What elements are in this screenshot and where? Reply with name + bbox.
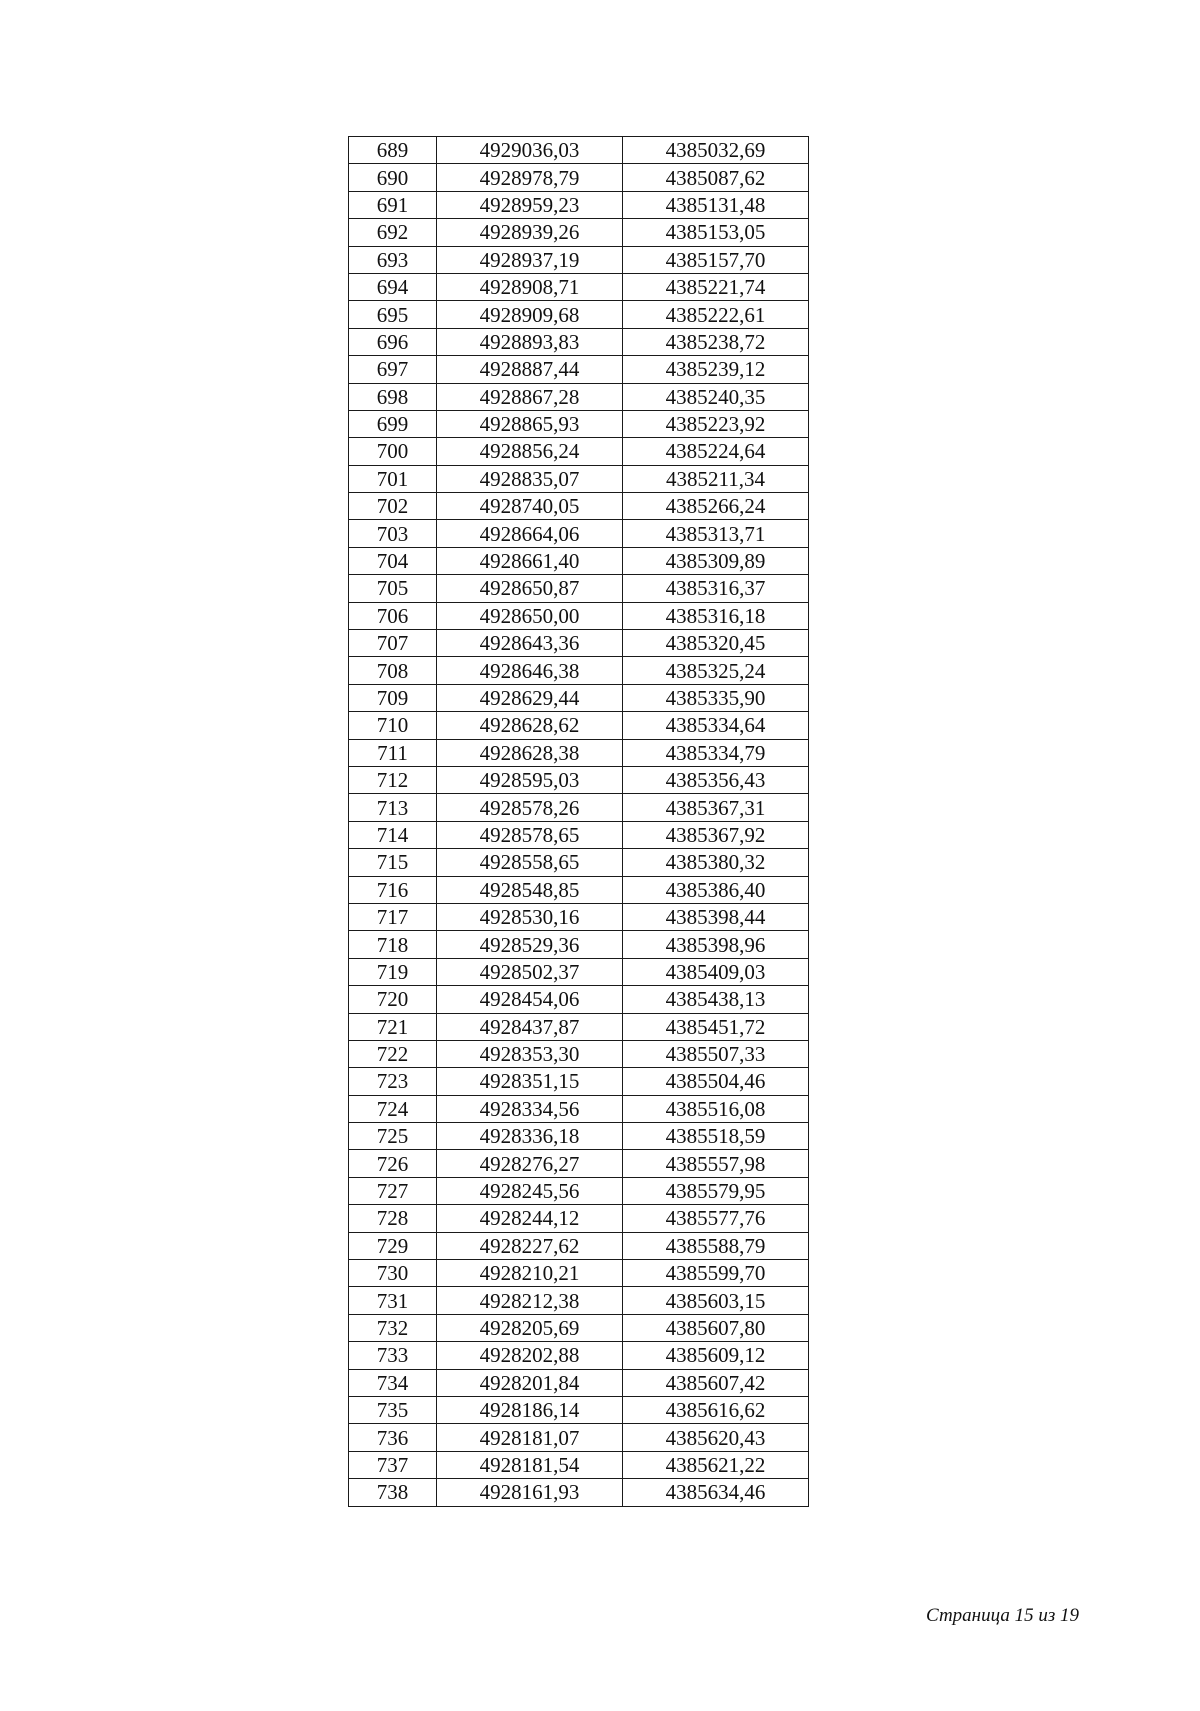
point-number-cell: 730 [349, 1260, 437, 1287]
x-coordinate-cell: 4928161,93 [437, 1479, 623, 1506]
point-number-cell: 692 [349, 219, 437, 246]
y-coordinate-cell: 4385609,12 [623, 1342, 809, 1369]
x-coordinate-cell: 4928628,62 [437, 712, 623, 739]
point-number-cell: 716 [349, 876, 437, 903]
table-row [349, 739, 809, 766]
x-coordinate-cell: 4928909,68 [437, 301, 623, 328]
table-row [349, 575, 809, 602]
y-coordinate-cell: 4385211,34 [623, 465, 809, 492]
x-coordinate-cell: 4928578,65 [437, 821, 623, 848]
x-coordinate-cell: 4928181,54 [437, 1451, 623, 1478]
x-coordinate-cell: 4928629,44 [437, 684, 623, 711]
table-row [349, 986, 809, 1013]
table-row [349, 1424, 809, 1451]
point-number-cell: 723 [349, 1068, 437, 1095]
y-coordinate-cell: 4385367,31 [623, 794, 809, 821]
x-coordinate-cell: 4928835,07 [437, 465, 623, 492]
table-row [349, 1479, 809, 1506]
y-coordinate-cell: 4385579,95 [623, 1177, 809, 1204]
point-number-cell: 720 [349, 986, 437, 1013]
table-row [349, 520, 809, 547]
point-number-cell: 722 [349, 1040, 437, 1067]
point-number-cell: 708 [349, 657, 437, 684]
x-coordinate-cell: 4928650,87 [437, 575, 623, 602]
table-row [349, 1342, 809, 1369]
point-number-cell: 717 [349, 903, 437, 930]
point-number-cell: 721 [349, 1013, 437, 1040]
table-row [349, 630, 809, 657]
y-coordinate-cell: 4385131,48 [623, 191, 809, 218]
x-coordinate-cell: 4928212,38 [437, 1287, 623, 1314]
x-coordinate-cell: 4928276,27 [437, 1150, 623, 1177]
point-number-cell: 712 [349, 766, 437, 793]
y-coordinate-cell: 4385309,89 [623, 547, 809, 574]
y-coordinate-cell: 4385334,79 [623, 739, 809, 766]
y-coordinate-cell: 4385504,46 [623, 1068, 809, 1095]
point-number-cell: 689 [349, 137, 437, 164]
x-coordinate-cell: 4928529,36 [437, 931, 623, 958]
x-coordinate-cell: 4928908,71 [437, 273, 623, 300]
x-coordinate-cell: 4928937,19 [437, 246, 623, 273]
x-coordinate-cell: 4928628,38 [437, 739, 623, 766]
x-coordinate-cell: 4928893,83 [437, 328, 623, 355]
point-number-cell: 719 [349, 958, 437, 985]
x-coordinate-cell: 4928978,79 [437, 164, 623, 191]
x-coordinate-cell: 4928336,18 [437, 1123, 623, 1150]
y-coordinate-cell: 4385240,35 [623, 383, 809, 410]
x-coordinate-cell: 4928959,23 [437, 191, 623, 218]
y-coordinate-cell: 4385409,03 [623, 958, 809, 985]
y-coordinate-cell: 4385239,12 [623, 356, 809, 383]
point-number-cell: 709 [349, 684, 437, 711]
x-coordinate-cell: 4928664,06 [437, 520, 623, 547]
table-row [349, 191, 809, 218]
table-row [349, 903, 809, 930]
y-coordinate-cell: 4385325,24 [623, 657, 809, 684]
coordinates-table [348, 136, 809, 1507]
y-coordinate-cell: 4385224,64 [623, 438, 809, 465]
table-row [349, 1013, 809, 1040]
point-number-cell: 732 [349, 1314, 437, 1341]
x-coordinate-cell: 4928740,05 [437, 493, 623, 520]
point-number-cell: 703 [349, 520, 437, 547]
y-coordinate-cell: 4385367,92 [623, 821, 809, 848]
coordinates-table-body [349, 137, 809, 1507]
x-coordinate-cell: 4928210,21 [437, 1260, 623, 1287]
y-coordinate-cell: 4385386,40 [623, 876, 809, 903]
point-number-cell: 724 [349, 1095, 437, 1122]
point-number-cell: 704 [349, 547, 437, 574]
y-coordinate-cell: 4385032,69 [623, 137, 809, 164]
point-number-cell: 693 [349, 246, 437, 273]
x-coordinate-cell: 4928558,65 [437, 849, 623, 876]
x-coordinate-cell: 4928856,24 [437, 438, 623, 465]
table-row [349, 410, 809, 437]
x-coordinate-cell: 4928939,26 [437, 219, 623, 246]
table-row [349, 1287, 809, 1314]
y-coordinate-cell: 4385238,72 [623, 328, 809, 355]
x-coordinate-cell: 4928454,06 [437, 986, 623, 1013]
point-number-cell: 701 [349, 465, 437, 492]
table-row [349, 1123, 809, 1150]
x-coordinate-cell: 4928867,28 [437, 383, 623, 410]
x-coordinate-cell: 4928502,37 [437, 958, 623, 985]
table-row [349, 876, 809, 903]
x-coordinate-cell: 4928353,30 [437, 1040, 623, 1067]
table-row [349, 602, 809, 629]
table-row [349, 1369, 809, 1396]
table-row [349, 301, 809, 328]
y-coordinate-cell: 4385398,96 [623, 931, 809, 958]
point-number-cell: 734 [349, 1369, 437, 1396]
x-coordinate-cell: 4928205,69 [437, 1314, 623, 1341]
point-number-cell: 718 [349, 931, 437, 958]
y-coordinate-cell: 4385222,61 [623, 301, 809, 328]
y-coordinate-cell: 4385603,15 [623, 1287, 809, 1314]
point-number-cell: 727 [349, 1177, 437, 1204]
table-row [349, 684, 809, 711]
point-number-cell: 733 [349, 1342, 437, 1369]
point-number-cell: 711 [349, 739, 437, 766]
table-row [349, 547, 809, 574]
x-coordinate-cell: 4928661,40 [437, 547, 623, 574]
y-coordinate-cell: 4385607,42 [623, 1369, 809, 1396]
y-coordinate-cell: 4385313,71 [623, 520, 809, 547]
point-number-cell: 698 [349, 383, 437, 410]
table-row [349, 1095, 809, 1122]
table-row [349, 794, 809, 821]
point-number-cell: 697 [349, 356, 437, 383]
x-coordinate-cell: 4928437,87 [437, 1013, 623, 1040]
point-number-cell: 705 [349, 575, 437, 602]
point-number-cell: 725 [349, 1123, 437, 1150]
x-coordinate-cell: 4928530,16 [437, 903, 623, 930]
page-number: Страница 15 из 19 [926, 1605, 1079, 1626]
point-number-cell: 702 [349, 493, 437, 520]
x-coordinate-cell: 4928650,00 [437, 602, 623, 629]
y-coordinate-cell: 4385621,22 [623, 1451, 809, 1478]
point-number-cell: 700 [349, 438, 437, 465]
y-coordinate-cell: 4385607,80 [623, 1314, 809, 1341]
y-coordinate-cell: 4385616,62 [623, 1396, 809, 1423]
point-number-cell: 737 [349, 1451, 437, 1478]
point-number-cell: 696 [349, 328, 437, 355]
table-row [349, 657, 809, 684]
x-coordinate-cell: 4928595,03 [437, 766, 623, 793]
y-coordinate-cell: 4385223,92 [623, 410, 809, 437]
y-coordinate-cell: 4385451,72 [623, 1013, 809, 1040]
table-row [349, 1040, 809, 1067]
table-row [349, 273, 809, 300]
table-row [349, 438, 809, 465]
table-row [349, 1260, 809, 1287]
y-coordinate-cell: 4385380,32 [623, 849, 809, 876]
x-coordinate-cell: 4928227,62 [437, 1232, 623, 1259]
x-coordinate-cell: 4928202,88 [437, 1342, 623, 1369]
table-row [349, 1205, 809, 1232]
x-coordinate-cell: 4928887,44 [437, 356, 623, 383]
point-number-cell: 726 [349, 1150, 437, 1177]
y-coordinate-cell: 4385398,44 [623, 903, 809, 930]
y-coordinate-cell: 4385518,59 [623, 1123, 809, 1150]
y-coordinate-cell: 4385087,62 [623, 164, 809, 191]
point-number-cell: 694 [349, 273, 437, 300]
y-coordinate-cell: 4385356,43 [623, 766, 809, 793]
table-row [349, 1451, 809, 1478]
table-row [349, 1396, 809, 1423]
x-coordinate-cell: 4928186,14 [437, 1396, 623, 1423]
point-number-cell: 738 [349, 1479, 437, 1506]
y-coordinate-cell: 4385588,79 [623, 1232, 809, 1259]
table-row [349, 1232, 809, 1259]
table-row [349, 164, 809, 191]
y-coordinate-cell: 4385266,24 [623, 493, 809, 520]
table-row [349, 356, 809, 383]
table-row [349, 1177, 809, 1204]
y-coordinate-cell: 4385516,08 [623, 1095, 809, 1122]
point-number-cell: 710 [349, 712, 437, 739]
y-coordinate-cell: 4385438,13 [623, 986, 809, 1013]
point-number-cell: 699 [349, 410, 437, 437]
point-number-cell: 729 [349, 1232, 437, 1259]
x-coordinate-cell: 4928245,56 [437, 1177, 623, 1204]
table-row [349, 219, 809, 246]
y-coordinate-cell: 4385157,70 [623, 246, 809, 273]
point-number-cell: 731 [349, 1287, 437, 1314]
y-coordinate-cell: 4385221,74 [623, 273, 809, 300]
y-coordinate-cell: 4385334,64 [623, 712, 809, 739]
point-number-cell: 735 [349, 1396, 437, 1423]
x-coordinate-cell: 4928334,56 [437, 1095, 623, 1122]
x-coordinate-cell: 4929036,03 [437, 137, 623, 164]
table-row [349, 712, 809, 739]
point-number-cell: 691 [349, 191, 437, 218]
table-row [349, 1314, 809, 1341]
table-row [349, 958, 809, 985]
table-row [349, 1068, 809, 1095]
y-coordinate-cell: 4385335,90 [623, 684, 809, 711]
y-coordinate-cell: 4385557,98 [623, 1150, 809, 1177]
table-row [349, 1150, 809, 1177]
y-coordinate-cell: 4385320,45 [623, 630, 809, 657]
x-coordinate-cell: 4928646,38 [437, 657, 623, 684]
table-row [349, 137, 809, 164]
point-number-cell: 706 [349, 602, 437, 629]
point-number-cell: 714 [349, 821, 437, 848]
table-row [349, 931, 809, 958]
y-coordinate-cell: 4385577,76 [623, 1205, 809, 1232]
table-row [349, 383, 809, 410]
y-coordinate-cell: 4385599,70 [623, 1260, 809, 1287]
x-coordinate-cell: 4928351,15 [437, 1068, 623, 1095]
table-row [349, 328, 809, 355]
x-coordinate-cell: 4928643,36 [437, 630, 623, 657]
x-coordinate-cell: 4928244,12 [437, 1205, 623, 1232]
y-coordinate-cell: 4385316,37 [623, 575, 809, 602]
point-number-cell: 715 [349, 849, 437, 876]
x-coordinate-cell: 4928181,07 [437, 1424, 623, 1451]
table-row [349, 766, 809, 793]
table-row [349, 849, 809, 876]
point-number-cell: 690 [349, 164, 437, 191]
x-coordinate-cell: 4928865,93 [437, 410, 623, 437]
x-coordinate-cell: 4928578,26 [437, 794, 623, 821]
y-coordinate-cell: 4385153,05 [623, 219, 809, 246]
table-row [349, 246, 809, 273]
y-coordinate-cell: 4385507,33 [623, 1040, 809, 1067]
y-coordinate-cell: 4385316,18 [623, 602, 809, 629]
point-number-cell: 707 [349, 630, 437, 657]
y-coordinate-cell: 4385634,46 [623, 1479, 809, 1506]
point-number-cell: 728 [349, 1205, 437, 1232]
table-row [349, 493, 809, 520]
y-coordinate-cell: 4385620,43 [623, 1424, 809, 1451]
point-number-cell: 736 [349, 1424, 437, 1451]
table-row [349, 465, 809, 492]
table-row [349, 821, 809, 848]
point-number-cell: 713 [349, 794, 437, 821]
x-coordinate-cell: 4928201,84 [437, 1369, 623, 1396]
point-number-cell: 695 [349, 301, 437, 328]
x-coordinate-cell: 4928548,85 [437, 876, 623, 903]
